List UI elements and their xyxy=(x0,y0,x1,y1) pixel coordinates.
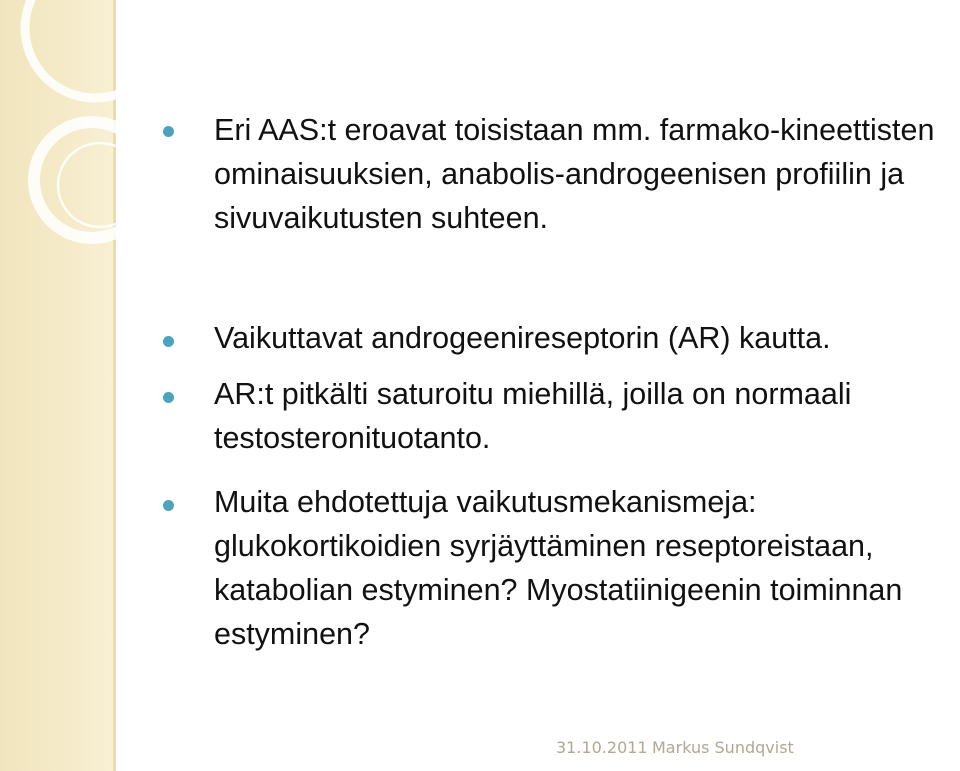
decorative-ring-1 xyxy=(25,0,120,98)
bullet-text: Muita ehdotettuja vaikutusmekanismeja: glukokortikoidien syrjäyttäminen reseptoreistaan, katabolian estyminen? Myostatiinigeenin toiminnan estyminen? xyxy=(214,485,903,651)
bullet-marker xyxy=(163,336,174,347)
bullet-marker xyxy=(163,392,174,403)
footer-author: Markus Sundqvist xyxy=(652,738,794,757)
decorative-rings xyxy=(0,0,120,260)
bullet-text: Vaikuttavat androgeenireseptorin (AR) kautta. xyxy=(214,321,831,355)
footer-date: 31.10.2011 xyxy=(556,738,648,757)
bullet-text: AR:t pitkälti saturoitu miehillä, joilla on normaali testosteronituotanto. xyxy=(214,377,852,455)
bullet-text: Eri AAS:t eroavat toisistaan mm. farmako-kineettisten ominaisuuksien, anabolis-androgeenisen profiilin ja sivuvaikutusten suhteen. xyxy=(214,113,935,235)
decorative-ring-3 xyxy=(58,143,120,227)
bullet-marker xyxy=(163,500,174,511)
bullet-marker xyxy=(163,126,174,137)
